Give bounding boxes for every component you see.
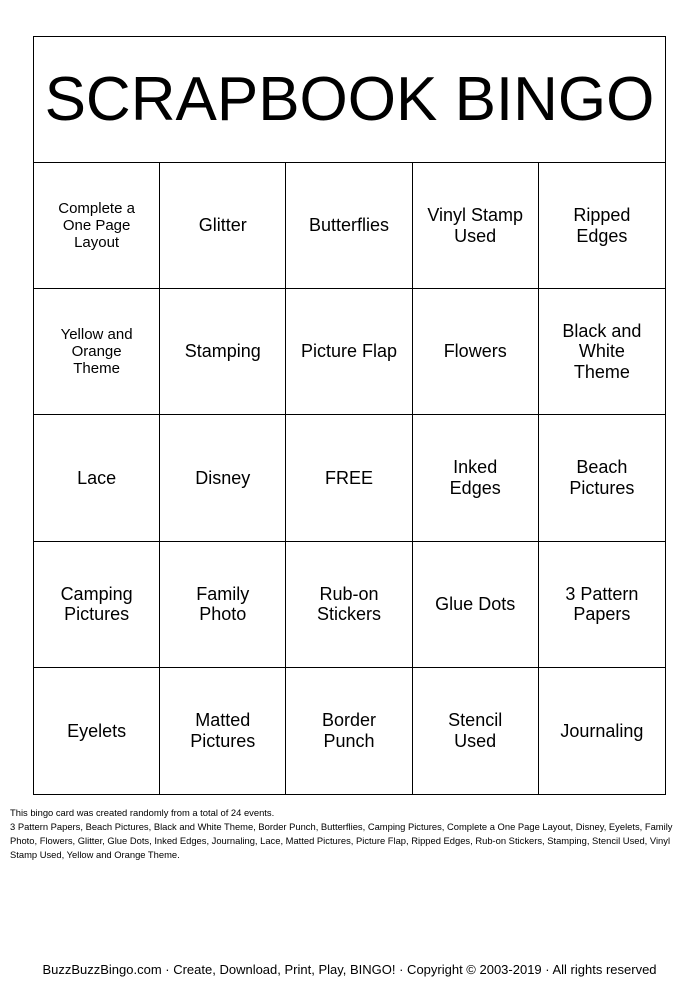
bingo-cell-r1-c5: Ripped Edges bbox=[539, 163, 665, 289]
bingo-cell-r5-c1: Eyelets bbox=[34, 668, 160, 794]
bingo-cell-r3-c2: Disney bbox=[160, 415, 286, 541]
footnote-event-list: 3 Pattern Papers, Beach Pictures, Black and White Theme, Border Punch, Butterflies, Camping Pictures, Complete a One Page Layout, Disney, Eyelets, Family Photo, Flowers, Glitter, Glue Dots, Inked Edges, Journaling, Lace, Matted Pictures, Picture Flap, Ripped Edges, Rub-on Stickers, Stamping, Stencil Used, Vinyl Stamp Used, Yellow and Orange Theme. bbox=[10, 821, 673, 860]
bingo-cell-r1-c4: Vinyl Stamp Used bbox=[413, 163, 539, 289]
bingo-cell-r1-c3: Butterflies bbox=[286, 163, 412, 289]
bingo-cell-r2-c5: Black and White Theme bbox=[539, 289, 665, 415]
bingo-cell-r3-c3: FREE bbox=[286, 415, 412, 541]
bingo-cell-r2-c2: Stamping bbox=[160, 289, 286, 415]
bingo-cell-r5-c4: Stencil Used bbox=[413, 668, 539, 794]
bingo-cell-r2-c4: Flowers bbox=[413, 289, 539, 415]
bingo-cell-r5-c2: Matted Pictures bbox=[160, 668, 286, 794]
bingo-cell-r5-c3: Border Punch bbox=[286, 668, 412, 794]
bingo-cell-r3-c5: Beach Pictures bbox=[539, 415, 665, 541]
bingo-cell-r3-c1: Lace bbox=[34, 415, 160, 541]
bingo-cell-r4-c3: Rub-on Stickers bbox=[286, 542, 412, 668]
bingo-cell-r2-c1: Yellow and Orange Theme bbox=[34, 289, 160, 415]
bingo-cell-r2-c3: Picture Flap bbox=[286, 289, 412, 415]
bingo-cell-r5-c5: Journaling bbox=[560, 720, 644, 741]
bingo-cell-r3-c4: Inked Edges bbox=[413, 415, 539, 541]
footnote bbox=[10, 806, 686, 862]
bingo-cell-r4-c2: Family Photo bbox=[160, 542, 286, 668]
bingo-card bbox=[33, 36, 666, 795]
bingo-cell-r1-c1: Complete a One Page Layout bbox=[34, 163, 160, 289]
card-title: SCRAPBOOK BINGO bbox=[34, 37, 665, 163]
bingo-cell-r4-c5: 3 Pattern Papers bbox=[539, 542, 665, 668]
bingo-cell-r4-c4: Glue Dots bbox=[413, 542, 539, 668]
site-footer: BuzzBuzzBingo.com · Create, Download, Print, Play, BINGO! · Copyright © 2003-2019 · All rights reserved bbox=[42, 962, 657, 977]
bingo-cell-r4-c1: Camping Pictures bbox=[34, 542, 160, 668]
footnote-summary: This bingo card was created randomly from a total of 24 events. bbox=[10, 807, 275, 818]
bingo-cell-r1-c2: Glitter bbox=[160, 163, 286, 289]
